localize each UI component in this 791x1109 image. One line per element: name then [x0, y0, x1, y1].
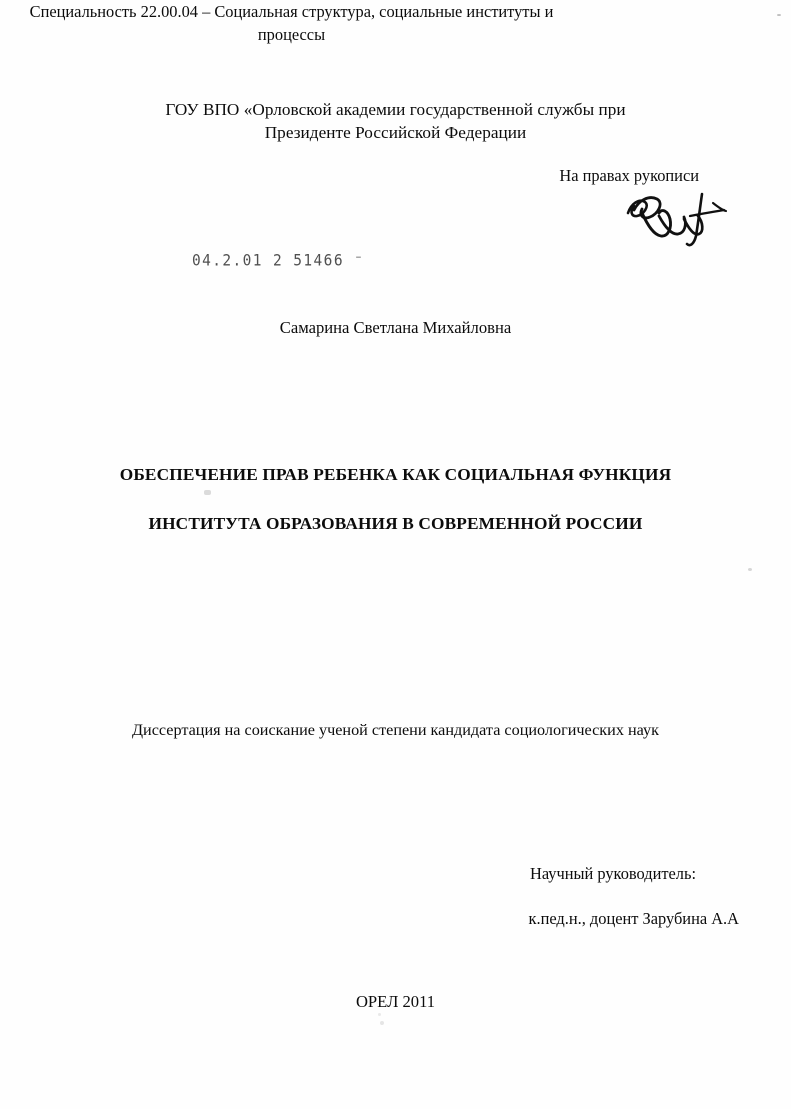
degree-line: Диссертация на соискание ученой степени кандидата социологических наук — [132, 721, 659, 739]
organization-header — [0, 99, 791, 144]
dissertation-title-line-2: ИНСТИТУТА ОБРАЗОВАНИЯ В СОВРЕМЕННОЙ РОССИИ — [148, 514, 643, 533]
scan-speck — [378, 1013, 381, 1016]
scan-speck — [204, 490, 211, 495]
speciality-line: Специальность 22.00.04 – Социальная структура, социальные институты и процессы — [29, 2, 554, 45]
handwritten-signature — [618, 186, 736, 248]
author-name: Самарина Светлана Михайловна — [279, 318, 512, 337]
scan-speck — [380, 1021, 384, 1025]
library-stamp: 04.2.01 2 51466 ⁻ — [192, 251, 365, 270]
manuscript-note: На правах рукописи — [559, 166, 699, 185]
supervisor-name: к.пед.н., доцент Зарубина А.А — [528, 909, 739, 928]
scan-speck — [777, 14, 781, 16]
supervisor-role-label: Научный руководитель: — [530, 864, 696, 883]
organization-line-2: Президенте Российской Федерации — [264, 122, 527, 142]
organization-line-1: ГОУ ВПО «Орловской академии государственной службы при — [165, 100, 626, 119]
scan-speck — [748, 568, 752, 571]
city-year-footer: ОРЕЛ 2011 — [355, 992, 436, 1011]
dissertation-title-line-1: ОБЕСПЕЧЕНИЕ ПРАВ РЕБЕНКА КАК СОЦИАЛЬНАЯ ФУНКЦИЯ — [119, 465, 672, 484]
